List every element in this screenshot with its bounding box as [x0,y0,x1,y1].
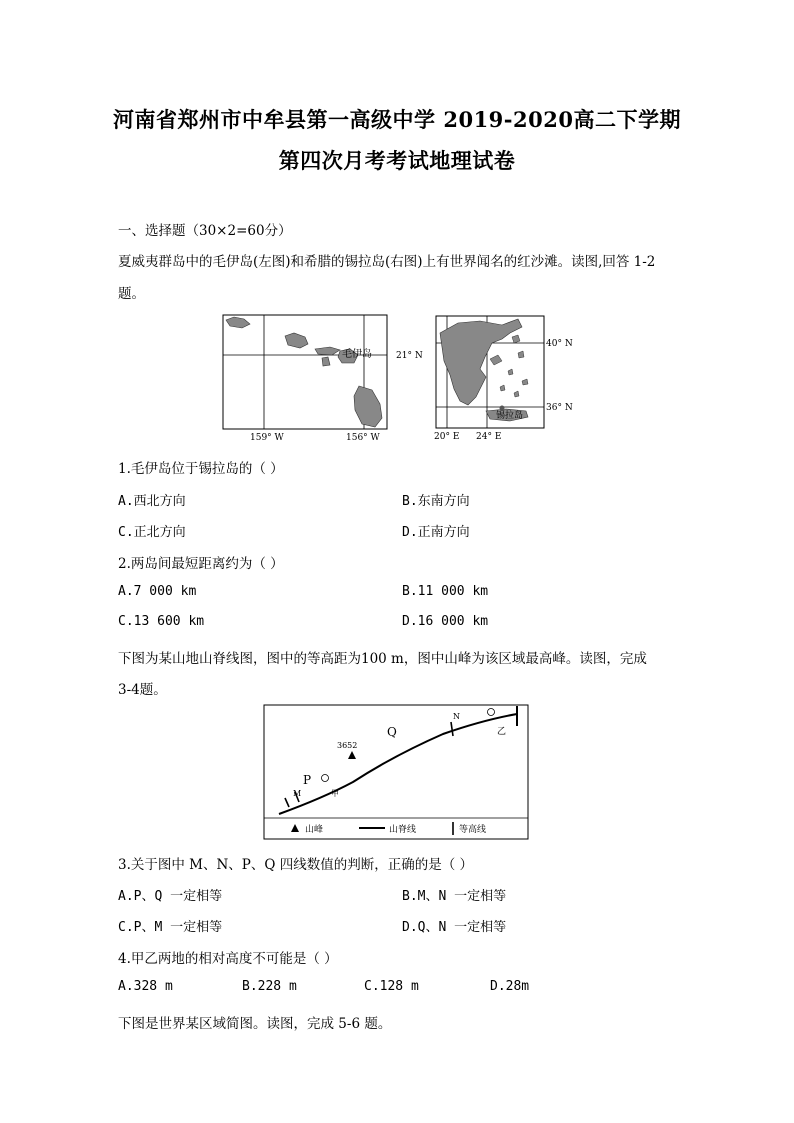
question-3: 3.关于图中 M、N、P、Q 四线数值的判断，正确的是（ ） [118,857,474,873]
latitude-label-36: 36° N [546,403,573,413]
thira-label: 锡拉岛 [496,411,524,421]
label-q: Q [387,725,397,739]
island-hawaii [354,386,382,427]
label-yi: 乙 [497,727,507,737]
q2-option-b: B.11 000 km [402,584,489,599]
intro-2-line1: 下图为某山地山脊线图，图中的等高距为100 m，图中山峰为该区域最高峰。读图，完成 [118,651,647,667]
island-chios [518,351,524,358]
island-kauai [226,317,250,328]
q3-option-c: C.P、M 一定相等 [118,920,223,935]
ridge-line [279,714,517,814]
longitude-label-right: 156° W [346,433,380,443]
label-n: N [453,712,460,721]
exam-title-line1: 河南省郑州市中牟县第一高级中学 2019-2020高二下学期 [113,107,681,132]
question-1: 1.毛伊岛位于锡拉岛的（ ） [118,461,284,477]
q4-option-a: A.328 m [118,979,173,994]
island-molokai [315,347,340,355]
q4-option-c: C.128 m [364,979,419,994]
q1-option-b: B.东南方向 [402,494,470,509]
q3-option-d: D.Q、N 一定相等 [402,920,507,935]
island-small [514,391,519,397]
island-small [508,369,513,375]
island-lanai [322,357,330,366]
peak-icon [348,751,356,759]
island-lesbos [512,335,520,343]
exam-title-line2: 第四次月考考试地理试卷 [278,148,516,173]
intro-3: 下图是世界某区域简图。读图，完成 5-6 题。 [118,1016,392,1032]
island-small [500,385,505,391]
question-4: 4.甲乙两地的相对高度不可能是（ ） [118,951,338,967]
label-p: P [303,773,312,787]
intro-1-line2: 题。 [118,286,145,302]
longitude-label-24: 24° E [476,432,502,442]
q2-option-a: A.7 000 km [118,584,197,599]
greece-mainland [440,319,522,405]
peak-elevation: 3652 [337,741,358,750]
island-euboea [490,355,502,365]
q3-option-b: B.M、N 一定相等 [402,889,507,904]
latitude-label-40: 40° N [546,339,573,349]
q1-option-d: D.正南方向 [402,525,470,540]
q2-option-c: C.13 600 km [118,614,205,629]
maui-label: 毛伊岛 [342,349,372,360]
island-small [522,379,528,385]
legend-peak-icon [291,824,299,832]
point-jia-circle [322,775,329,782]
point-yi-circle [488,709,495,716]
q2-option-d: D.16 000 km [402,614,489,629]
legend-ridge: 山脊线 [389,825,417,835]
contour-line-m1 [285,798,289,807]
section-header: 一、选择题（30×2=60分） [118,223,292,239]
ridge-line-figure [263,704,533,842]
q1-option-c: C.正北方向 [118,525,186,540]
label-jia: 甲 [331,789,339,798]
island-oahu [285,333,308,348]
longitude-label-20: 20° E [434,432,460,442]
q1-option-a: A.西北方向 [118,494,186,509]
question-2: 2.两岛间最短距离约为（ ） [118,556,284,572]
thira-map [430,313,580,443]
thira-marker [500,406,505,411]
contour-line-n [451,722,453,736]
intro-1-line1: 夏威夷群岛中的毛伊岛(左图)和希腊的锡拉岛(右图)上有世界闻名的红沙滩。读图,回答 1-2 [118,254,656,270]
longitude-label-left: 159° W [250,433,284,443]
latitude-label: 21° N [396,351,423,361]
intro-2-line2: 3-4题。 [118,682,167,698]
q4-option-d: D.28m [490,979,530,994]
maui-map [222,314,423,444]
legend-peak: 山峰 [305,825,324,835]
q3-option-a: A.P、Q 一定相等 [118,889,223,904]
legend-contour: 等高线 [459,825,487,835]
q4-option-b: B.228 m [242,979,297,994]
label-m: M [293,789,302,798]
